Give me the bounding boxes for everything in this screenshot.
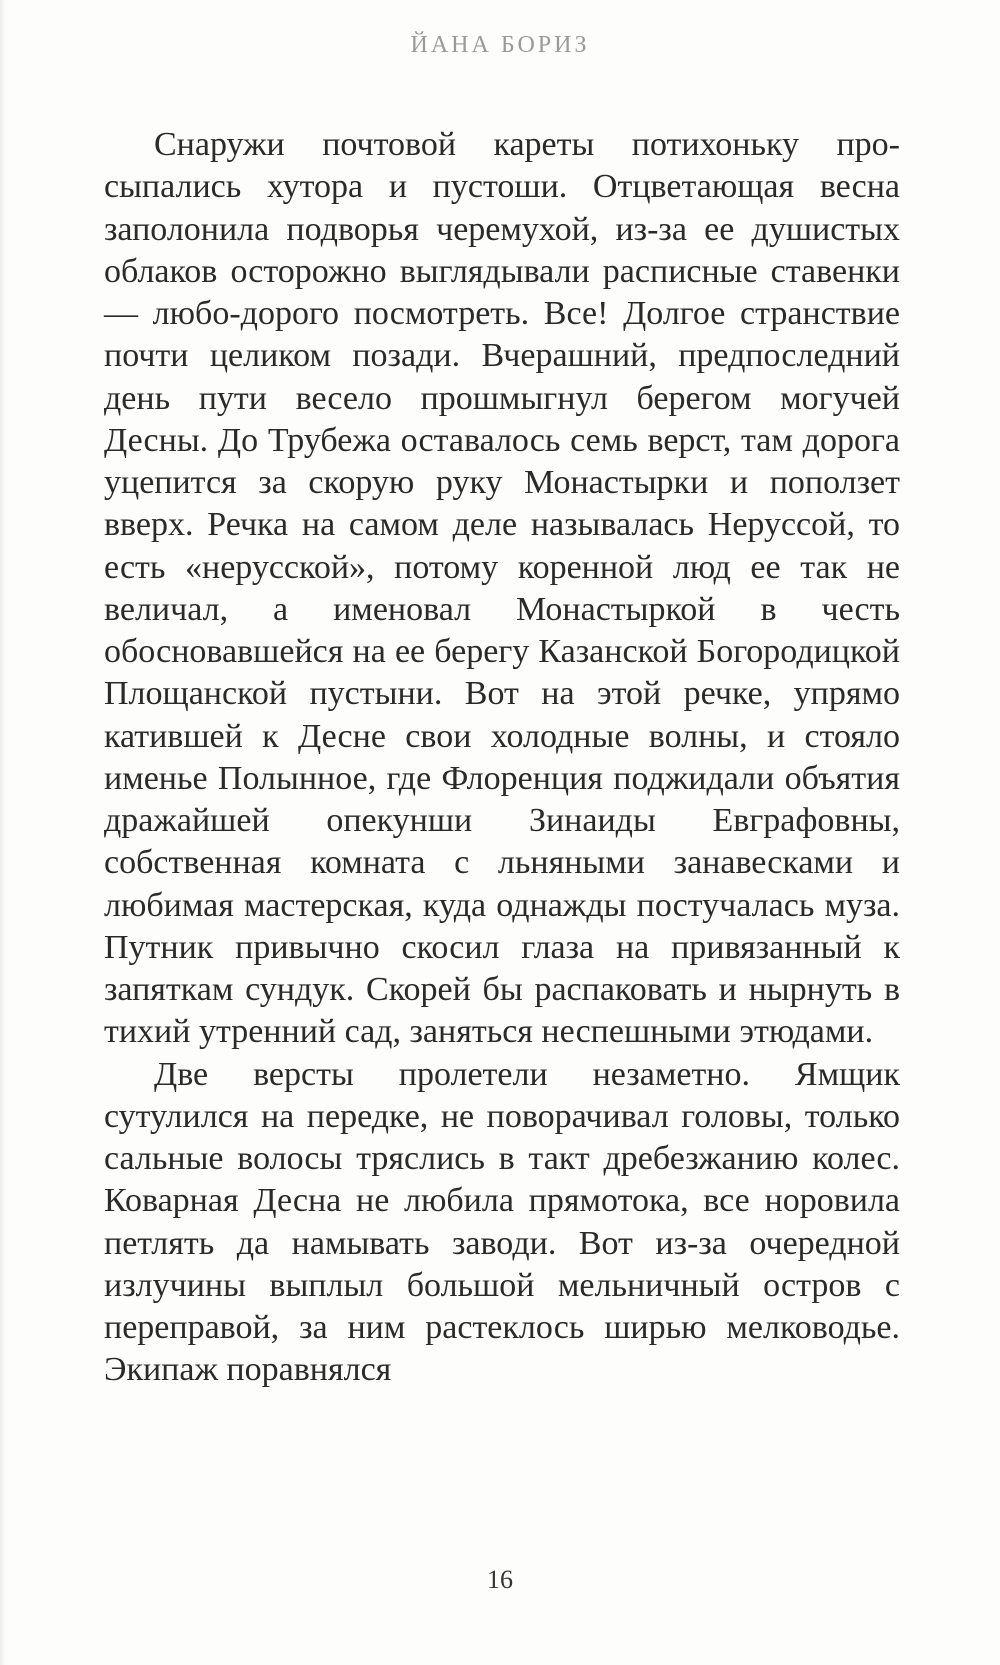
- page-number: 16: [487, 1565, 513, 1594]
- page-edge-shadow: [0, 0, 6, 1665]
- body-text: [104, 124, 900, 1392]
- paragraph-2: Две версты пролетели незаметно. Ямщик сутулился на передке, не поворачивал головы, только сальные волосы тряслись в такт дребезжанию колес. Коварная Десна не любила прямотока, все норовила петлять да намывать заводи. Вот из-за очередной излучины выплыл большой мельничный остров с переправой, за ним растеклось ширью мелководье. Экипаж поравнялся: [104, 1055, 900, 1389]
- paragraph-1: Снаружи почтовой кареты потихоньку просыпались хутора и пустоши. Отцветающая весна заполонила подворья черемухой, из-за ее душистых облаков осторожно выглядывали расписные ставенки — любо-дорого посмотреть. Все! Долгое странствие почти целиком позади. Вчерашний, предпоследний день пути весело прошмыгнул берегом могучей Десны. До Трубежа оставалось семь верст, там дорога уцепится за скорую руку Монастырки и поползет вверх. Речка на самом деле называлась Неруссой, то есть «нерусской», потому коренной люд ее так не величал, а именовал Монастыркой в честь обосновавшейся на ее берегу Казанской Богородицкой Площанской пустыни. Вот на этой речке, упрямо катившей к Десне свои холодные волны, и стояло именье Полынное, где Флоренция поджидали объятия дражайшей опекунши Зинаиды Евграфовны, собственная комната с льняными занавесками и любимая мастерская, куда однажды постучалась муза. Путник привычно скосил глаза на привязанный к запяткам сундук. Скорей бы распаковать и нырнуть в тихий утренний сад, заняться неспешными этюдами.: [104, 126, 900, 1051]
- running-header-author: ЙАНА БОРИЗ: [410, 32, 590, 58]
